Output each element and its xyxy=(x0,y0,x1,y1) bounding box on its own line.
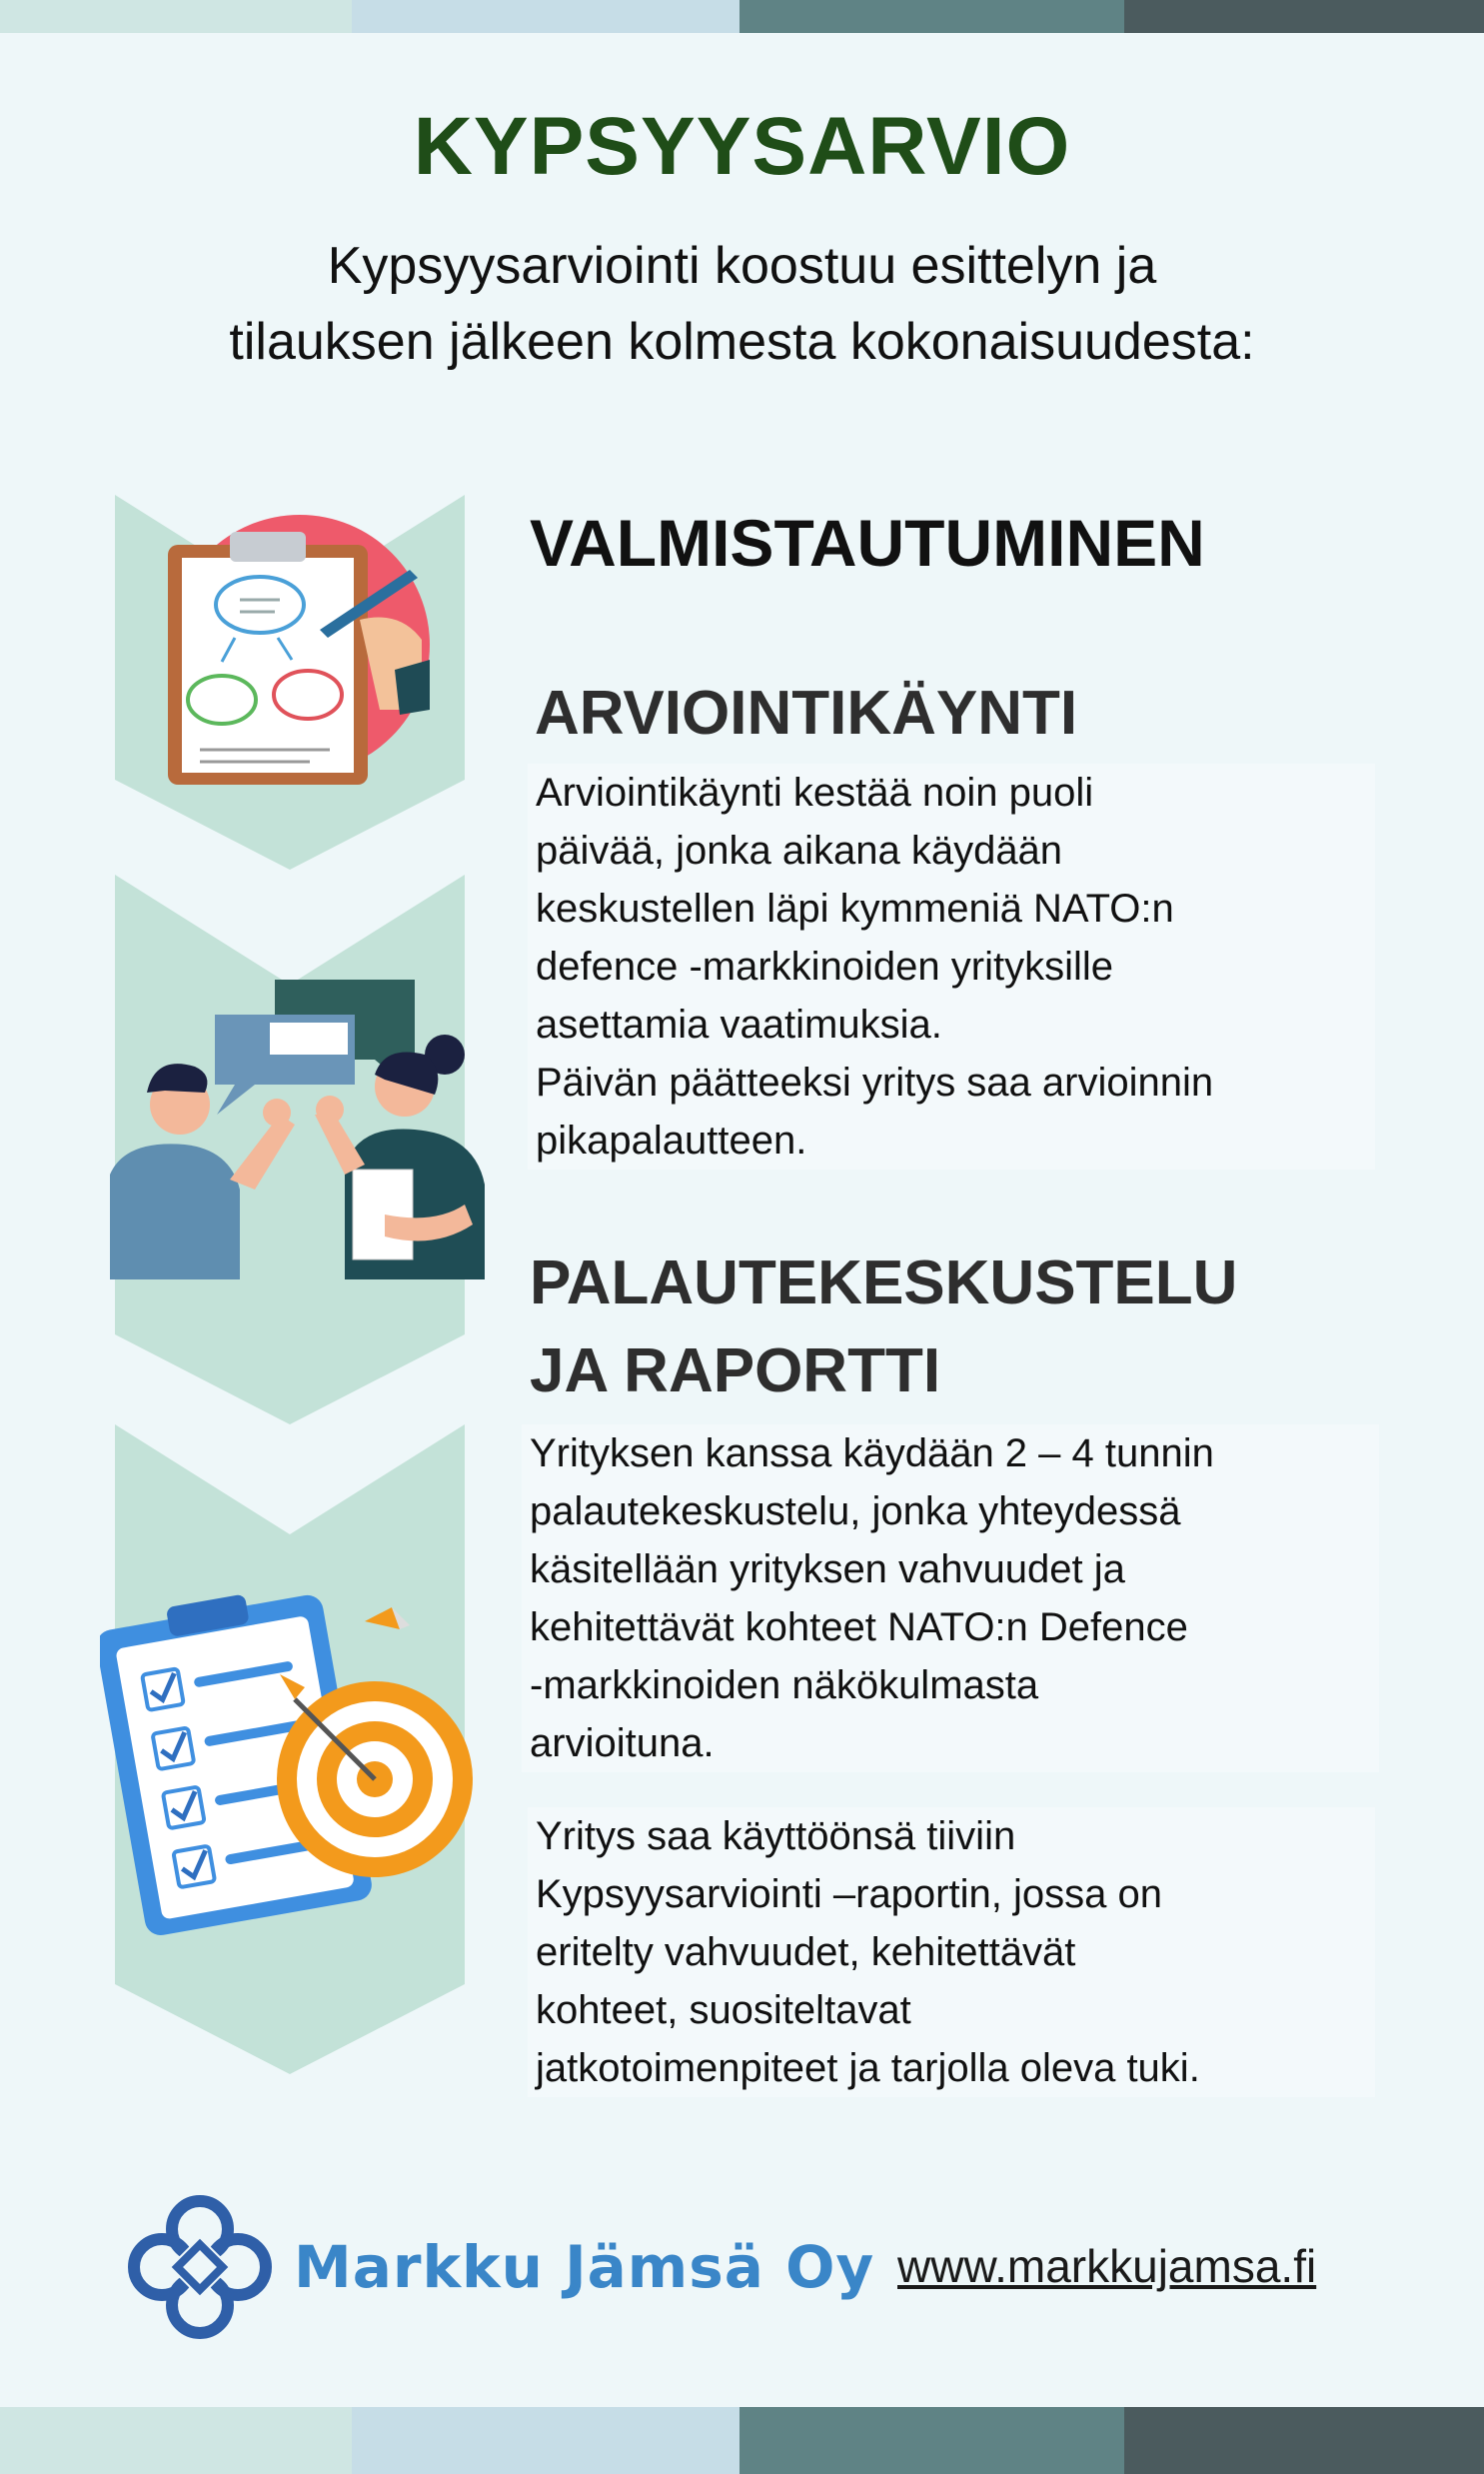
bottom-color-stripe xyxy=(0,2407,1484,2474)
heading-palautekeskustelu: PALAUTEKESKUSTELU JA RAPORTTI xyxy=(530,1248,1238,1405)
discussion-people-icon xyxy=(105,975,495,1294)
company-logo xyxy=(120,2187,874,2347)
company-name: Markku Jämsä Oy xyxy=(294,2233,875,2301)
page-subtitle: Kypsyysarviointi koostuu esittelyn ja tilauksen jälkeen kolmesta kokonaisuudesta: xyxy=(229,237,1255,371)
clipboard-writing-icon xyxy=(160,510,430,790)
top-color-stripe xyxy=(0,0,1484,33)
feedback-description: Yrityksen kanssa käydään 2 – 4 tunnin palautekeskustelu, jonka yhteydessä käsitellään yrityksen vahvuudet ja kehitettävät kohteet NATO:n Defence -markkinoiden näkökulmasta arvioituna. xyxy=(522,1424,1379,1772)
checklist-target-icon xyxy=(100,1579,500,1949)
page-title: KYPSYYSARVIO xyxy=(413,101,1071,192)
heading-valmistautuminen: VALMISTAUTUMINEN xyxy=(530,506,1205,580)
visit-description: Arviointikäynti kestää noin puoli päivää, jonka aikana käydään keskustellen läpi kymmeniä NATO:n defence -markkinoiden yrityksille asettamia vaatimuksia. Päivän päätteeksi yritys saa arvioinnin pikapalautteen. xyxy=(528,764,1375,1170)
website-link[interactable]: www.markkujamsa.fi xyxy=(897,2240,1317,2292)
report-description: Yritys saa käyttöönsä tiiviin Kypsyysarviointi –raportin, jossa on eritelty vahvuudet, kehitettävät kohteet, suositeltavat jatkotoimenpiteet ja tarjolla oleva tuki. xyxy=(528,1807,1375,2097)
heading-arviointikaynti: ARVIOINTIKÄYNTI xyxy=(535,679,1078,748)
company-logo-icon xyxy=(120,2187,280,2347)
